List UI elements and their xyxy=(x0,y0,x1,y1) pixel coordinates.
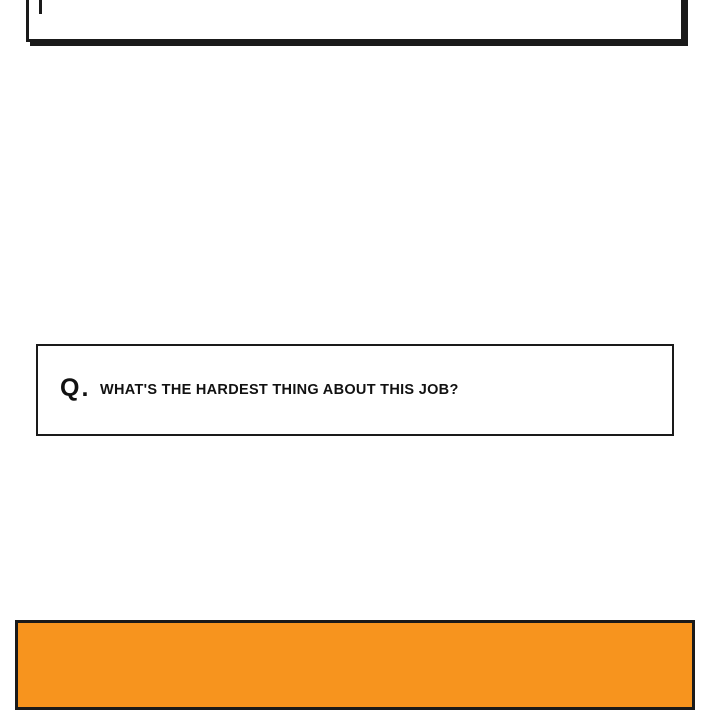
question-label: Q. xyxy=(60,374,91,402)
question-panel xyxy=(36,344,674,436)
top-speech-panel xyxy=(26,0,684,42)
bottom-orange-panel xyxy=(15,620,695,710)
top-panel-inner-border xyxy=(39,0,679,14)
question-text: WHAT'S THE HARDEST THING ABOUT THIS JOB? xyxy=(100,382,459,398)
